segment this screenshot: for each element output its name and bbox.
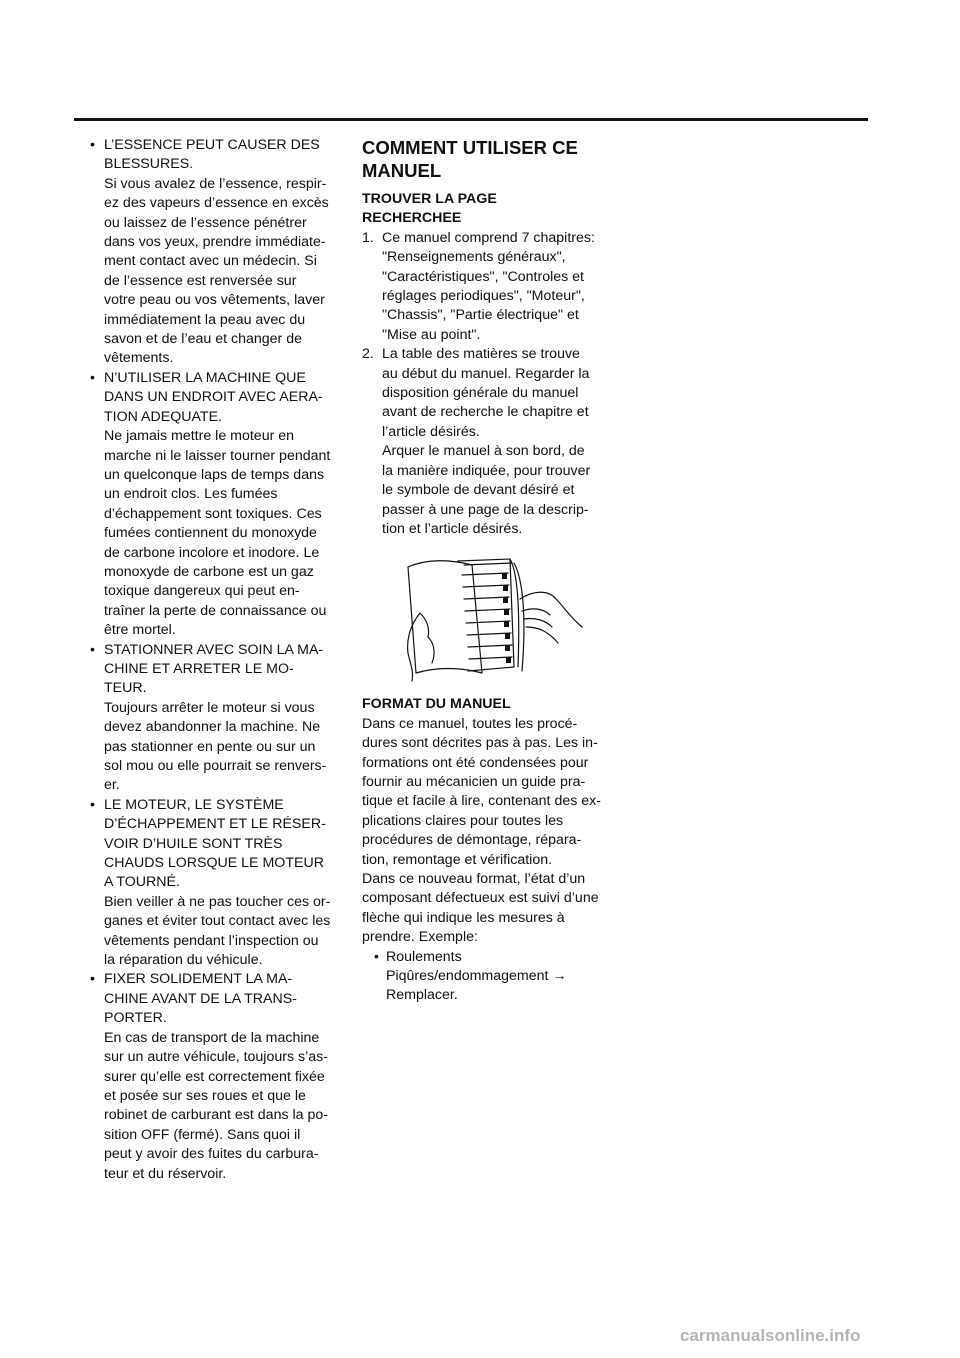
- bullet-body-line: être mortel.: [104, 622, 176, 639]
- bullet-body-line: vêtements pendant l’inspection ou: [104, 932, 319, 949]
- watermark-text: carmanualsonline.info: [680, 1326, 861, 1345]
- bullet-body-line: teur et du réservoir.: [104, 1165, 227, 1182]
- bullet-body-line: ganes et éviter tout contact avec les: [104, 913, 331, 930]
- bullet-heading-line: STATIONNER AVEC SOIN LA MA-: [104, 641, 324, 658]
- bullet-body-line: ez des vapeurs d’essence en excès: [104, 195, 329, 212]
- item-line: disposition générale du manuel: [382, 385, 579, 402]
- bullet-heading-line: PORTER.: [104, 1010, 167, 1027]
- section-title-line: COMMENT UTILISER CE: [362, 137, 578, 158]
- bullet-item: [88, 369, 338, 641]
- bullet-body-line: de carbone incolore et inodore. Le: [104, 544, 320, 561]
- bullet-body-line: peut y avoir des fuites du carbura-: [104, 1146, 319, 1163]
- bullet-body-line: toxique dangereux qui peut en-: [104, 583, 300, 600]
- bullet-heading-line: VOIR D’HUILE SONT TRÈS: [104, 835, 283, 852]
- example-bullet: [362, 948, 612, 1006]
- bullet-body-line: un quelconque laps de temps dans: [104, 466, 325, 483]
- item-number: 2.: [362, 346, 374, 363]
- subheading-line: FORMAT DU MANUEL: [362, 696, 511, 713]
- bullet-heading-line: CHINE AVANT DE LA TRANS-: [104, 990, 297, 1007]
- numbered-item: [362, 229, 612, 345]
- bullet-body-line: devez abandonner la machine. Ne: [104, 719, 321, 736]
- right-arrow-icon: →: [552, 968, 567, 984]
- bullet-heading-line: A TOURNÉ.: [104, 874, 180, 891]
- item-line: "Renseignements généraux",: [382, 249, 566, 266]
- item-number: 1.: [362, 229, 374, 246]
- bullet-body-line: fumées contiennent du monoxyde: [104, 525, 317, 542]
- bullet-body-line: la réparation du véhicule.: [104, 952, 263, 969]
- example-line: Remplacer.: [386, 987, 458, 1004]
- bullet-body-line: ment contact avec un médecin. Si: [104, 253, 317, 270]
- body-line: dures sont décrites pas à pas. Les in-: [362, 735, 598, 752]
- bullet-body-line: votre peau ou vos vêtements, laver: [104, 292, 325, 309]
- body-line: tion, remontage et vérification.: [362, 851, 553, 868]
- bullet-body-line: sition OFF (fermé). Sans quoi il: [104, 1126, 301, 1143]
- bullet-body-line: monoxyde de carbone est un gaz: [104, 563, 314, 580]
- bullet-body-line: Bien veiller à ne pas toucher ces or-: [104, 893, 331, 910]
- right-column: [362, 136, 612, 1006]
- bullet-body-line: immédiatement la peau avec du: [104, 311, 306, 328]
- body-line: plications claires pour toutes les: [362, 812, 564, 829]
- body-line: formations ont été condensées pour: [362, 754, 589, 771]
- manual-book-illustration: [398, 553, 584, 683]
- bullet-heading-line: DANS UN ENDROIT AVEC AERA-: [104, 389, 323, 406]
- left-column: [88, 136, 338, 1184]
- bullet-body-line: Ne jamais mettre le moteur en: [104, 428, 295, 445]
- bullet-heading-line: LE MOTEUR, LE SYSTÈME: [104, 796, 284, 813]
- bullet-dot-icon: •: [90, 137, 95, 153]
- bullet-body-line: savon et de l’eau et changer de: [104, 331, 302, 348]
- bullet-body-line: un endroit clos. Les fumées: [104, 486, 278, 503]
- body-line: fournir au mécanicien un guide pra-: [362, 773, 586, 790]
- bullet-item: [88, 970, 338, 1183]
- body-line: procédures de démontage, répara-: [362, 832, 582, 849]
- body-line: prendre. Exemple:: [362, 929, 478, 946]
- bullet-heading-line: BLESSURES.: [104, 156, 194, 173]
- bullet-dot-icon: •: [90, 796, 95, 813]
- bullet-body-line: et posée sur ses roues et que le: [104, 1087, 306, 1104]
- example-line-with-arrow: [386, 967, 612, 986]
- top-rule: [74, 118, 868, 121]
- bullet-item: [88, 796, 338, 971]
- example-line: Piqûres/endommagement: [386, 968, 549, 984]
- section-title: [362, 136, 612, 182]
- bullet-body-line: vêtements.: [104, 350, 174, 367]
- item-line: "Caractéristiques", "Controles et: [382, 268, 584, 285]
- bullet-item: [88, 641, 338, 796]
- bullet-heading-line: TION ADEQUATE.: [104, 408, 222, 425]
- bullet-dot-icon: •: [90, 641, 95, 658]
- item-line: Ce manuel comprend 7 chapitres:: [382, 229, 595, 246]
- subheading-line: RECHERCHEE: [362, 210, 462, 227]
- bullet-body-line: d’échappement sont toxiques. Ces: [104, 505, 322, 522]
- bullet-dot-icon: •: [374, 948, 379, 965]
- item-line: la manière indiquée, pour trouver: [382, 462, 591, 479]
- bullet-body-line: de l’essence est renversée sur: [104, 272, 297, 289]
- item-line: l’article désirés.: [382, 423, 480, 440]
- section-title-line: MANUEL: [362, 160, 442, 181]
- item-line: Arquer le manuel à son bord, de: [382, 443, 585, 460]
- example-line: Roulements: [386, 948, 462, 965]
- body-line: composant défectueux est suivi d’une: [362, 890, 599, 907]
- item-line: "Mise au point".: [382, 326, 481, 343]
- bullet-body-line: marche ni le laisser tourner pendant: [104, 447, 331, 464]
- bullet-body-line: pas stationner en pente ou sur un: [104, 738, 316, 755]
- bullet-heading-line: L’ESSENCE PEUT CAUSER DES: [104, 137, 320, 153]
- bullet-dot-icon: •: [90, 971, 95, 988]
- bullet-heading-line: FIXER SOLIDEMENT LA MA-: [104, 971, 293, 988]
- bullet-body-line: traîner la perte de connaissance ou: [104, 602, 327, 619]
- bullet-body-line: surer qu’elle est correctement fixée: [104, 1068, 325, 1085]
- bullet-heading-line: TEUR.: [104, 680, 147, 697]
- bullet-heading-line: CHAUDS LORSQUE LE MOTEUR: [104, 855, 324, 872]
- bullet-body-line: er.: [104, 777, 120, 794]
- item-line: le symbole de devant désiré et: [382, 482, 575, 499]
- bullet-body-line: sur un autre véhicule, toujours s’as-: [104, 1049, 328, 1066]
- item-line: "Chassis", "Partie électrique" et: [382, 307, 579, 324]
- bullet-heading-line: N’UTILISER LA MACHINE QUE: [104, 369, 306, 386]
- item-line: avant de recherche le chapitre et: [382, 404, 589, 421]
- bullet-body-line: sol mou ou elle pourrait se renvers-: [104, 758, 327, 774]
- item-line: tion et l’article désirés.: [382, 520, 523, 537]
- bullet-heading-line: D’ÉCHAPPEMENT ET LE RÉSER-: [104, 816, 326, 833]
- subheading-line: TROUVER LA PAGE: [362, 191, 497, 207]
- body-line: tique et facile à lire, contenant des ex-: [362, 793, 601, 810]
- body-line: Dans ce nouveau format, l’état d’un: [362, 870, 586, 887]
- item-line: réglages periodiques", "Moteur",: [382, 288, 585, 305]
- bullet-body-line: En cas de transport de la machine: [104, 1029, 320, 1046]
- bullet-body-line: robinet de carburant est dans la po-: [104, 1107, 328, 1124]
- numbered-item: [362, 345, 612, 539]
- item-line: au début du manuel. Regarder la: [382, 365, 590, 382]
- body-line: flèche qui indique les mesures à: [362, 909, 565, 926]
- bullet-body-line: dans vos yeux, prendre immédiate-: [104, 234, 326, 251]
- body-line: Dans ce manuel, toutes les procé-: [362, 715, 578, 732]
- bullet-heading-line: CHINE ET ARRETER LE MO-: [104, 660, 294, 677]
- bullet-item: [88, 136, 338, 369]
- bullet-body-line: Si vous avalez de l’essence, respir-: [104, 175, 327, 192]
- bullet-body-line: Toujours arrêter le moteur si vous: [104, 699, 315, 716]
- bullet-body-line: ou laissez de l’essence pénétrer: [104, 214, 307, 231]
- bullet-dot-icon: •: [90, 369, 95, 386]
- item-line: passer à une page de la descrip-: [382, 501, 589, 518]
- item-line: La table des matières se trouve: [382, 346, 580, 363]
